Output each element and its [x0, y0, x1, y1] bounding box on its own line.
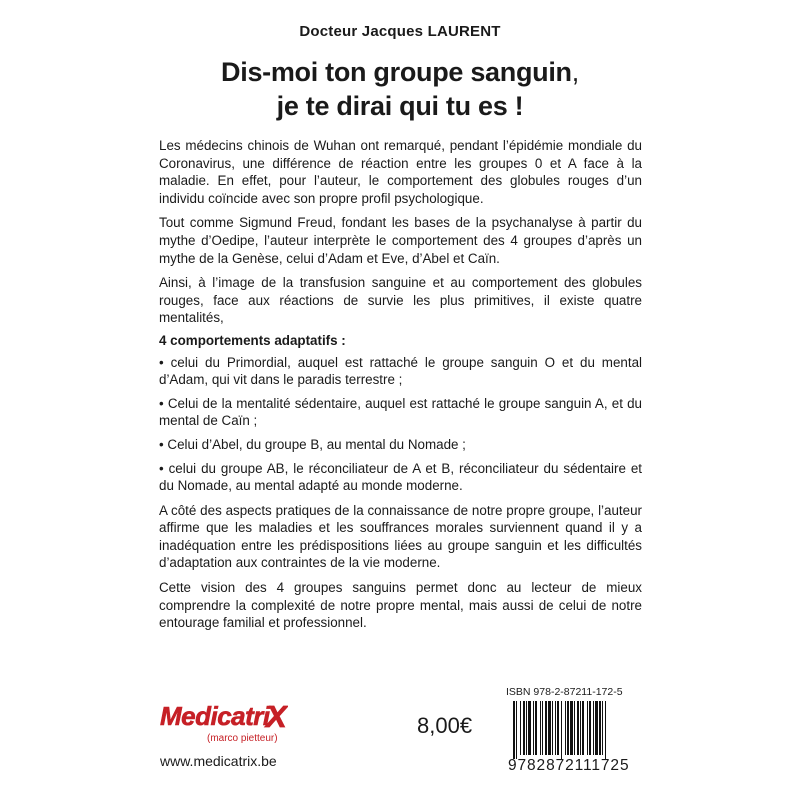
svg-text:X: X [266, 699, 287, 734]
paragraph: Tout comme Sigmund Freud, fondant les bases de la psychanalyse à partir du mythe d’Oedipe, l’auteur interprète le comportement des 4 groupes d’après un mythe de la Genèse, celui d’Adam et Eve, d’Abel et Caïn. [159, 215, 642, 266]
svg-text:Medicatri: Medicatri [160, 701, 270, 731]
list-item: • Celui de la mentalité sédentaire, auquel est rattaché le groupe sanguin A, et du mental de Caïn ; [159, 395, 642, 429]
book-title [0, 55, 800, 123]
back-cover-text [159, 137, 642, 639]
title-comma: , [571, 57, 579, 87]
list-item: • celui du groupe AB, le réconciliateur de A et B, réconciliateur du sédentaire et du Nomade, au mental adapté au monde moderne. [159, 460, 642, 494]
barcode-digits: 9782872111725 [508, 757, 630, 774]
paragraph: Ainsi, à l’image de la transfusion sanguine et au comportement des globules rouges, face aux réactions de survie les plus primitives, il existe quatre mentalités, [159, 275, 642, 326]
price-label: 8,00€ [417, 713, 473, 738]
list-item: • Celui d’Abel, du groupe B, au mental du Nomade ; [159, 436, 466, 452]
author-name: Docteur Jacques LAURENT [299, 23, 501, 40]
isbn-label: ISBN 978-2-87211-172-5 [506, 686, 623, 698]
paragraph: A côté des aspects pratiques de la connaissance de notre propre groupe, l’auteur affirme que les maladies et les souffrances morales surviennent quand il y a inadéquation entre les prédispositions liées au groupe sanguin et les difficultés d’adaptation aux contraintes de la vie moderne. [159, 502, 642, 571]
paragraph: Les médecins chinois de Wuhan ont remarqué, pendant l’épidémie mondiale du Coronavirus, une différence de réaction entre les groupes 0 et A face à la maladie. En effet, pour l’auteur, le comportement des globules rouges d’un individu coïncide avec son propre profil psychologique. [159, 138, 642, 206]
title-line-2: je te dirai qui tu es ! [276, 91, 524, 121]
title-line-1: Dis-moi ton groupe sanguin [221, 57, 572, 87]
behaviour-list [159, 354, 642, 495]
publisher-website: www.medicatrix.be [160, 753, 277, 769]
list-heading: 4 comportements adaptatifs : [159, 332, 346, 348]
isbn-barcode [512, 701, 642, 759]
paragraph: Cette vision des 4 groupes sanguins permet donc au lecteur de mieux comprendre la complexité de notre propre mental, mais aussi de celui de notre entourage familial et professionnel. [159, 580, 642, 631]
list-item: • celui du Primordial, auquel est rattaché le groupe sanguin O et du mental d’Adam, qui vit dans le paradis terrestre ; [159, 354, 642, 388]
publisher-subtitle: (marco pietteur) [207, 733, 278, 744]
